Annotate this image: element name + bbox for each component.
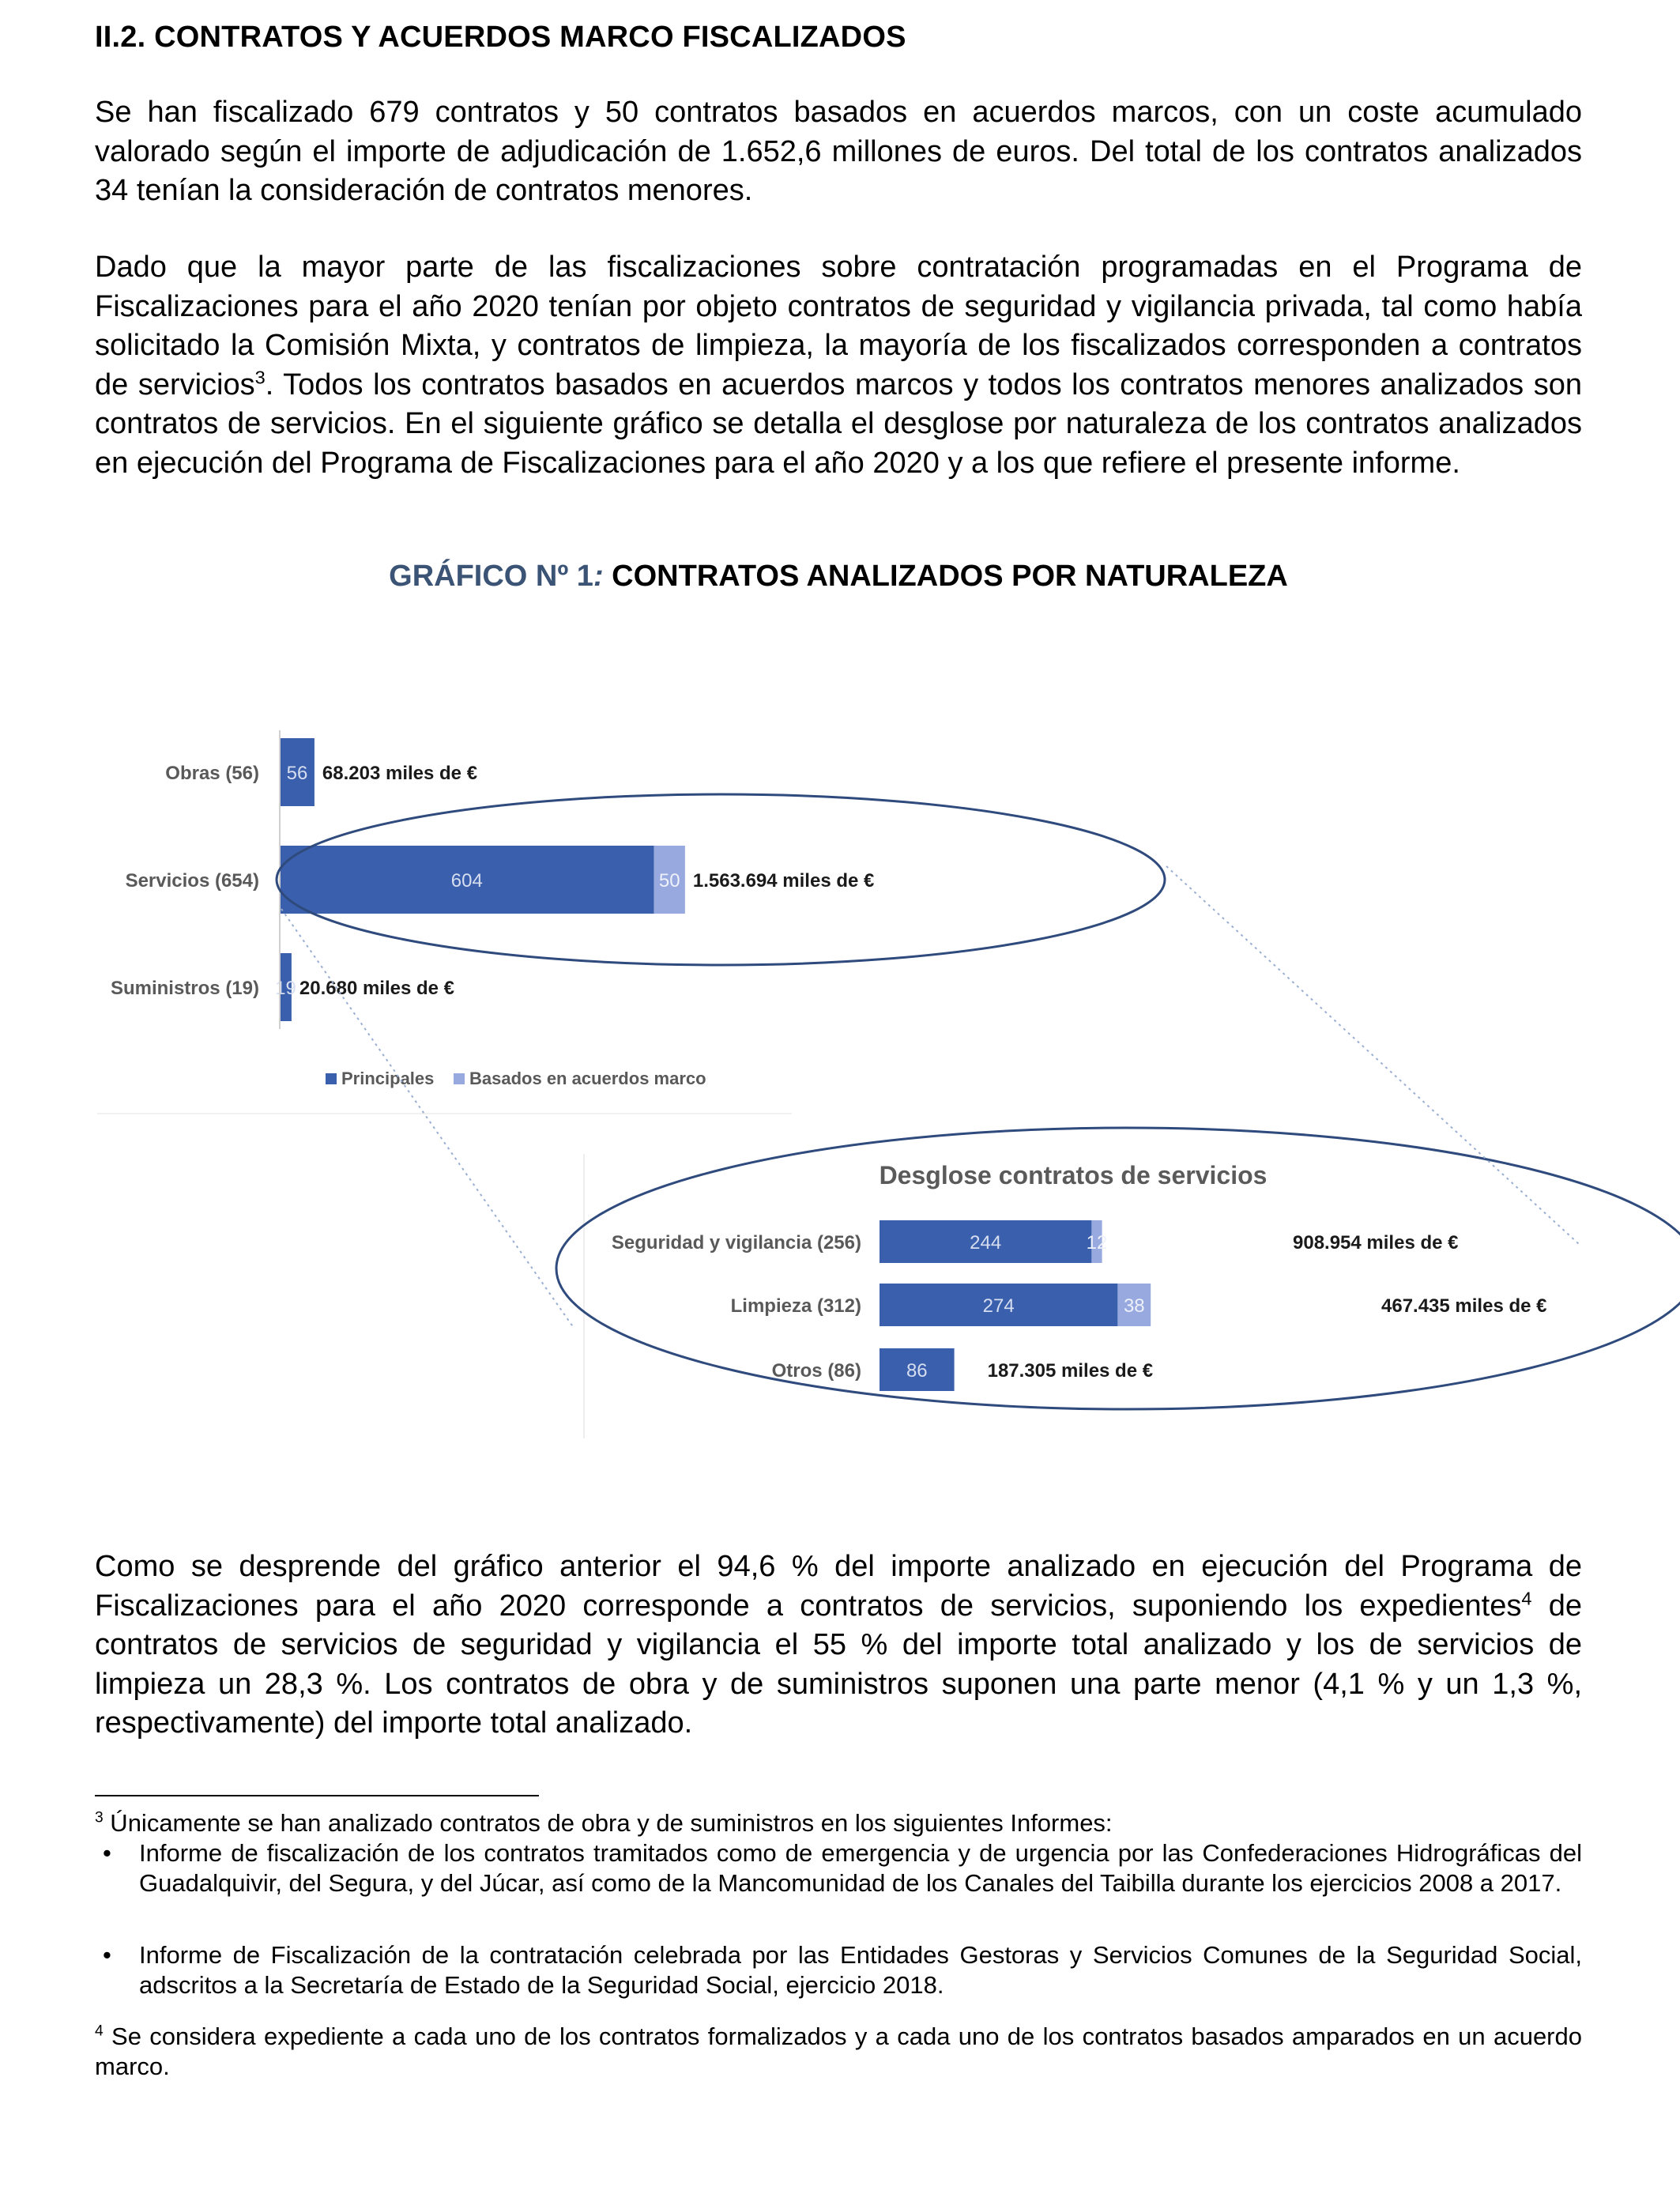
paragraph-conclusion <box>95 1547 1582 1744</box>
footnote-4-number: 4 <box>95 2022 104 2040</box>
bar-category-label: Servicios (654) <box>125 870 259 892</box>
inset-bar-value-label: 38 <box>1123 1295 1145 1317</box>
inset-category-label: Otros (86) <box>771 1360 861 1382</box>
legend-label-basado: Basados en acuerdos marco <box>469 1069 706 1088</box>
paragraph-context-text-b: . Todos los contratos basados en acuerdos marcos y todos los contratos menores analizados son contratos de servicios. En el siguiente gráfico se detalla el desglose por naturaleza de los contratos analizados en ejecución del Programa de Fiscalizaciones para el año 2020 y a los que refiere el presente informe. <box>95 368 1582 480</box>
footnote-3-bullet-2-text: Informe de Fiscalización de la contratación celebrada por las Entidades Gestoras y Servicios Comunes de la Seguridad Social, adscritos a la Secretaría de Estado de la Seguridad Social, ejercicio 2018. <box>139 1941 1582 1999</box>
inset-amount-label: 467.435 miles de € <box>1381 1295 1547 1317</box>
paragraph-conclusion-text-b: de contratos de servicios de seguridad y vigilancia el 55 % del importe total analizado y los de servicios de limpieza un 28,3 %. Los contratos de obra y de suministros suponen una parte menor (4,1 % y un 1,3 %, respectivamente) del importe total analizado. <box>95 1589 1582 1740</box>
legend-swatch-basado <box>454 1073 465 1084</box>
footnote-3-number: 3 <box>95 1809 104 1826</box>
inset-bar-value-label: 12 <box>1086 1232 1108 1253</box>
inset-bar-value-label: 86 <box>906 1360 928 1382</box>
inset-amount-label: 187.305 miles de € <box>987 1360 1154 1382</box>
paragraph-conclusion-text-a: Como se desprende del gráfico anterior el 94,6 % del importe analizado en ejecución del Programa de Fiscalizaciones para el año 2020 corresponde a contratos de servicios, suponiendo los expedientes <box>95 1550 1582 1623</box>
bar-amount-label: 20.680 miles de € <box>299 978 455 999</box>
bar-amount-label: 68.203 miles de € <box>322 763 478 784</box>
footnote-separator <box>95 1795 539 1796</box>
paragraph-context-text-a: Dado que la mayor parte de las fiscalizaciones sobre contratación programadas en el Programa de Fiscalizaciones para el año 2020 tenían por objeto contratos de seguridad y vigilancia privada, tal como había solicitado la Comisión Mixta, y contratos de limpieza, la mayoría de los fiscalizados corresponden a contratos de servicios <box>95 251 1582 401</box>
footnote-3-bullet-1-text: Informe de fiscalización de los contratos tramitados como de emergencia y de urgencia por las Confederaciones Hidrográficas del Guadalquivir, del Segura, y del Júcar, así como de la Mancomunidad de los Canales del Taibilla durante los ejercicios 2008 a 2017. <box>139 1839 1582 1897</box>
connector-line <box>281 909 574 1328</box>
inset-title: Desglose contratos de servicios <box>879 1161 1268 1189</box>
section-heading: II.2. CONTRATOS Y ACUERDOS MARCO FISCALIZADOS <box>95 21 906 54</box>
inset-bar-value-label: 274 <box>982 1295 1015 1317</box>
legend-swatch-principal <box>326 1073 337 1084</box>
bar-amount-label: 1.563.694 miles de € <box>692 870 875 892</box>
bullet-icon: • <box>103 1941 111 1969</box>
bar-value-label: 604 <box>450 870 483 892</box>
bar-category-label: Obras (56) <box>165 763 259 784</box>
footnote-4-text: Se considera expediente a cada uno de los contratos formalizados y a cada uno de los contratos basados amparados en un acuerdo marco. <box>95 2022 1582 2080</box>
paragraph-summary-text: Se han fiscalizado 679 contratos y 50 contratos basados en acuerdos marcos, con un coste acumulado valorado según el importe de adjudicación de 1.652,6 millones de euros. Del total de los contratos analizados 34 tenían la consideración de contratos menores. <box>95 96 1582 207</box>
inset-amount-label: 908.954 miles de € <box>1293 1232 1459 1253</box>
chart-caption-title: CONTRATOS ANALIZADOS POR NATURALEZA <box>603 560 1288 593</box>
footnote-3-bullet-2 <box>103 1940 1582 2000</box>
footnote-3-text: Únicamente se han analizado contratos de obra y de suministros en los siguientes Informes: <box>103 1809 1113 1837</box>
bar-category-label: Suministros (19) <box>110 978 259 999</box>
inset-bar-value-label: 244 <box>970 1232 1002 1253</box>
footnote-3 <box>95 1808 1582 1838</box>
bar-value-label: 50 <box>658 870 680 892</box>
inset-category-label: Limpieza (312) <box>730 1295 861 1317</box>
chart-caption-number: GRÁFICO Nº 1 <box>389 560 593 593</box>
bullet-icon: • <box>103 1839 111 1867</box>
footnote-ref-3[interactable]: 3 <box>254 366 266 387</box>
bar-value-label: 56 <box>286 763 308 784</box>
bar-value-label: 19 <box>275 978 296 999</box>
footnote-3-bullet-1 <box>103 1838 1582 1898</box>
inset-category-label: Seguridad y vigilancia (256) <box>611 1232 861 1253</box>
legend-label-principal: Principales <box>341 1069 435 1088</box>
footnote-4 <box>95 2022 1582 2081</box>
chart-caption-colon: : <box>593 560 604 593</box>
footnote-ref-4[interactable]: 4 <box>1521 1587 1532 1608</box>
